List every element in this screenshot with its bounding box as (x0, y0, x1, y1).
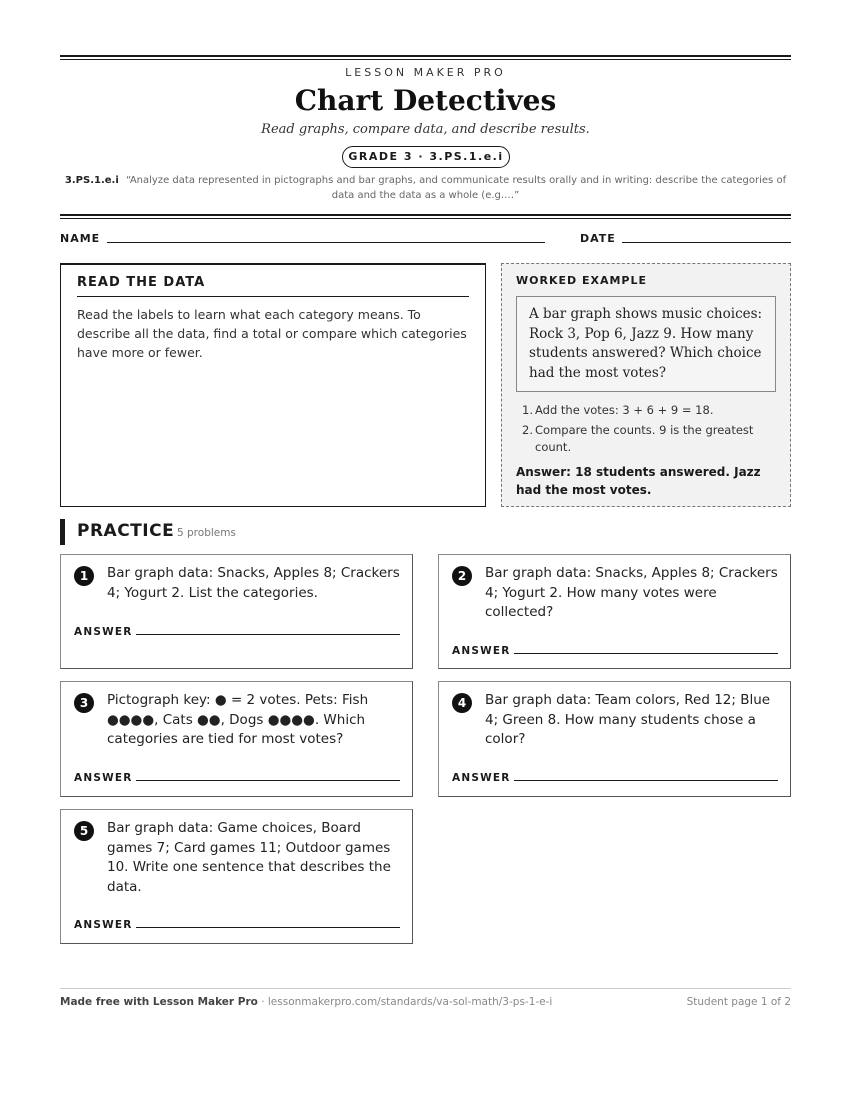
answer-field[interactable] (136, 927, 400, 928)
date-label: DATE (580, 232, 616, 245)
practice-header (60, 519, 791, 545)
standard-code: 3.PS.1.e.i (64, 175, 119, 186)
answer-field[interactable] (514, 780, 778, 781)
problem-text: Bar graph data: Snacks, Apples 8; Crackers 4; Yogurt 2. List the categories. (107, 565, 400, 601)
answer-field[interactable] (136, 780, 400, 781)
answer-row (452, 772, 778, 786)
name-field[interactable] (107, 242, 545, 243)
answer-field[interactable] (136, 634, 400, 635)
problem-number: 4 (452, 693, 472, 713)
problem-card-1 (60, 554, 413, 669)
problem-text: Bar graph data: Game choices, Board games 7; Card games 11; Outdoor games 10. Write one sentence that describes the data. (107, 820, 391, 895)
header-bottom-rule (60, 214, 791, 219)
footer (60, 996, 791, 1008)
date-field[interactable] (622, 242, 791, 243)
problem-text: Bar graph data: Team colors, Red 12; Blue 4; Green 8. How many students chose a color? (485, 692, 771, 747)
answer-label: ANSWER (452, 772, 511, 784)
problem-number: 5 (74, 821, 94, 841)
practice-title: PRACTICE (77, 521, 175, 541)
read-the-data-body: Read the labels to learn what each category means. To describe all the data, find a total or compare which categories have more or fewer. (77, 307, 467, 360)
worksheet-page (60, 0, 791, 1100)
name-label: NAME (60, 232, 101, 245)
answer-label: ANSWER (452, 645, 511, 657)
worked-example-title: WORKED EXAMPLE (516, 274, 647, 287)
page-title: Chart Detectives (294, 84, 557, 117)
page-indicator: Student page 1 of 2 (686, 996, 791, 1008)
footer-divider (60, 988, 791, 989)
problem-card-5 (60, 809, 413, 944)
answer-label: ANSWER (74, 919, 133, 931)
problem-text: Bar graph data: Snacks, Apples 8; Crackers 4; Yogurt 2. How many votes were collected? (485, 565, 778, 620)
problem-text: Pictograph key: ● = 2 votes. Pets: Fish ●●●●, Cats ●●, Dogs ●●●●. Which categories are tied for most votes? (107, 692, 369, 747)
problem-card-4 (438, 681, 791, 797)
worked-step: 1. Add the votes: 3 + 6 + 9 = 18. (522, 403, 714, 417)
problem-card-3 (60, 681, 413, 797)
worked-example-answer: Answer: 18 students answered. Jazz had the most votes. (516, 465, 761, 497)
page-subtitle: Read graphs, compare data, and describe results. (261, 122, 590, 137)
answer-row (74, 626, 400, 640)
practice-count: 5 problems (177, 527, 236, 539)
answer-row (74, 772, 400, 786)
standard-description (60, 173, 791, 203)
standard-text: “Analyze data represented in pictographs and bar graphs, and communicate results orally and in writing: describe the categories of data and the data as a whole (e.g.…” (125, 175, 787, 201)
read-the-data-panel (60, 263, 486, 507)
worked-example-steps (516, 402, 776, 456)
answer-label: ANSWER (74, 772, 133, 784)
practice-accent-bar (60, 519, 65, 545)
worked-example-panel (501, 263, 791, 507)
footer-url[interactable]: · lessonmakerpro.com/standards/va-sol-math/3-ps-1-e-i (261, 996, 553, 1008)
problem-number: 2 (452, 566, 472, 586)
answer-row (452, 645, 778, 659)
read-the-data-title: READ THE DATA (77, 275, 469, 297)
problem-number: 1 (74, 566, 94, 586)
problem-card-2 (438, 554, 791, 669)
answer-field[interactable] (514, 653, 778, 654)
grade-badge: GRADE 3 · 3.PS.1.e.i (342, 146, 510, 168)
answer-label: ANSWER (74, 626, 133, 638)
problem-number: 3 (74, 693, 94, 713)
answer-row (74, 919, 400, 933)
brand-name: LESSON MAKER PRO (345, 66, 506, 79)
footer-made-with: Made free with Lesson Maker Pro (60, 996, 258, 1008)
worked-example-question: A bar graph shows music choices: Rock 3, Pop 6, Jazz 9. How many students answered? Which choice had the most votes? (516, 296, 776, 392)
worked-step: 2. Compare the counts. 9 is the greatest count. (522, 423, 754, 454)
student-fields (60, 230, 791, 250)
top-double-rule (60, 55, 791, 60)
